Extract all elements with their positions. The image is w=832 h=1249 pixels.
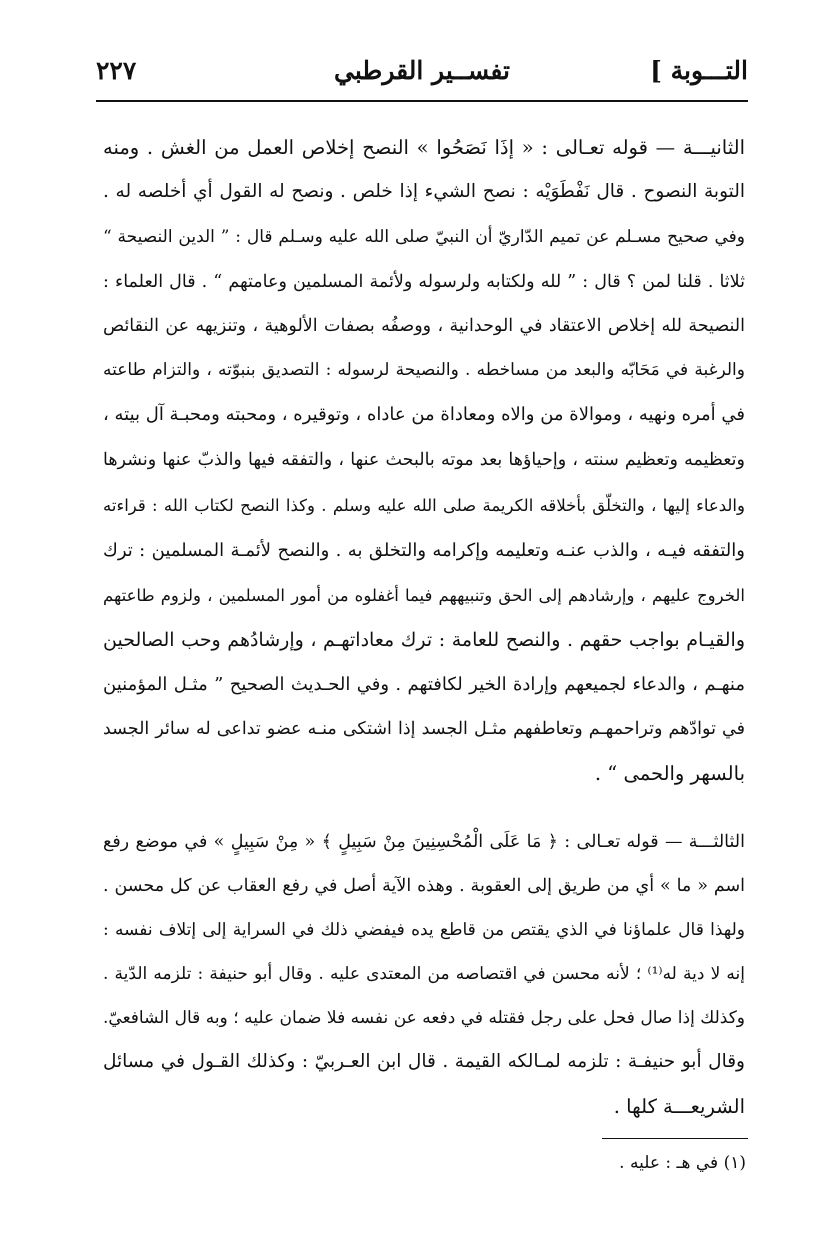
text-line: في توادّهم وتراحمهـم وتعاطفهم مثـل الجسد إذا اشتكى منـه عضو تداعى له سائر الجسد: [103, 719, 745, 739]
text-line: ثلاثا . قلنا لمن ؟ قال : ” لله ولكتابه ولرسوله ولأئمة المسلمين وعامتهم “ . قال العلماء :: [103, 272, 745, 292]
footnote: (١) في هـ : عليه .: [619, 1153, 746, 1173]
text-line: وكذلك إذا صال فحل على رجل فقتله في دفعه عن نفسه فلا ضمان عليه ؛ وبه قال الشافعيّ.: [103, 1008, 745, 1028]
text-line: اسم « ما » أي من طريق إلى العقوبة . وهذه الآية أصل في رفع العقاب عن كل محسن .: [103, 876, 745, 896]
text-line: التوبة النصوح . قال نَفْطَوَيْه : نصح الشيء إذا خلص . ونصح له القول أي أخلصه له .: [103, 181, 745, 202]
text-line: الخروج عليهم ، وإرشادهم إلى الحق وتنبيههم فيما أغفلوه من أمور المسلمين ، ولزوم طاعتهم: [103, 586, 745, 605]
header-rule: [96, 100, 748, 102]
text-line: وتعظيمه وتعظيم سنته ، وإحياؤها بعد موته بالبحث عنها ، والتفقه فيها والذبّ عنها ونشرها: [103, 450, 745, 470]
text-line: منهـم ، والدعاء لجميعهم وإرادة الخير لكافتهم . وفي الحـديث الصحيح ” مثـل المؤمنين: [103, 674, 745, 695]
text-line: النصيحة لله إخلاص الاعتقاد في الوحدانية ، ووصفُه بصفات الألوهية ، وتنزيهه عن النقائص: [103, 316, 745, 336]
text-line: والرغبة في مَحَابّه والبعد من مساخطه . والنصيحة لرسوله : التصديق بنبوّته ، والتزام طاعته: [103, 360, 745, 380]
text-line: ولهذا قال علماؤنا في الذي يقتص من قاطع يده فيفضي ذلك في السراية إلى إتلاف نفسه :: [103, 920, 745, 940]
text-line: بالسهر والحمى “ .: [594, 762, 745, 785]
text-line: إنه لا دية له⁽¹⁾ ؛ لأنه محسن في اقتصاصه من المعتدى عليه . وقال أبو حنيفة : تلزمه الدّية .: [103, 964, 745, 984]
text-line: في أمره ونهيه ، وموالاة من والاه ومعاداة من عاداه ، وتوقيره ، ومحبته ومحبـة آل بيته ،: [103, 404, 745, 425]
text-line: والتفقه فيـه ، والذب عنـه وتعليمه وإكرامه والتخلق به . والنصح لأئمـة المسلمين : ترك: [103, 540, 745, 561]
text-line: وقال أبو حنيفـة : تلزمه لمـالكه القيمة . قال ابن العـربيّ : وكذلك القـول في مسائل: [103, 1051, 745, 1072]
page-number: ٢٢٧: [96, 56, 137, 85]
text-line: والدعاء إليها ، والتخلّق بأخلاقه الكريمة صلى الله عليه وسلم . وكذا النصح لكتاب الله : قراءته: [103, 496, 745, 515]
book-title: تفســير القرطبي: [334, 56, 510, 85]
footnote-rule: [602, 1138, 748, 1139]
text-line: الشريعـــة كلها .: [613, 1095, 745, 1118]
text-line: والقيـام بواجب حقهم . والنصح للعامة : ترك معاداتهـم ، وإرشادُهم وحب الصالحين: [103, 629, 745, 651]
text-line: الثالثـــة — قوله تعـالى : ﴿ مَا عَلَى الْمُحْسِنِينَ مِنْ سَبِيلٍ ﴾ « مِنْ سَبِيلٍ » في موضع رفع: [103, 832, 745, 852]
running-header: [96, 52, 748, 98]
text-line: وفي صحيح مسـلم عن تميم الدّاريّ أن النبيّ صلى الله عليه وسـلم قال : ” الدين النصيحة “: [103, 227, 745, 247]
text-line: الثانيـــة — قوله تعـالى : « إذَا نَصَحُوا » النصح إخلاص العمل من الغش . ومنه: [103, 136, 745, 159]
surah-name: التـــوبة ]: [650, 56, 748, 85]
